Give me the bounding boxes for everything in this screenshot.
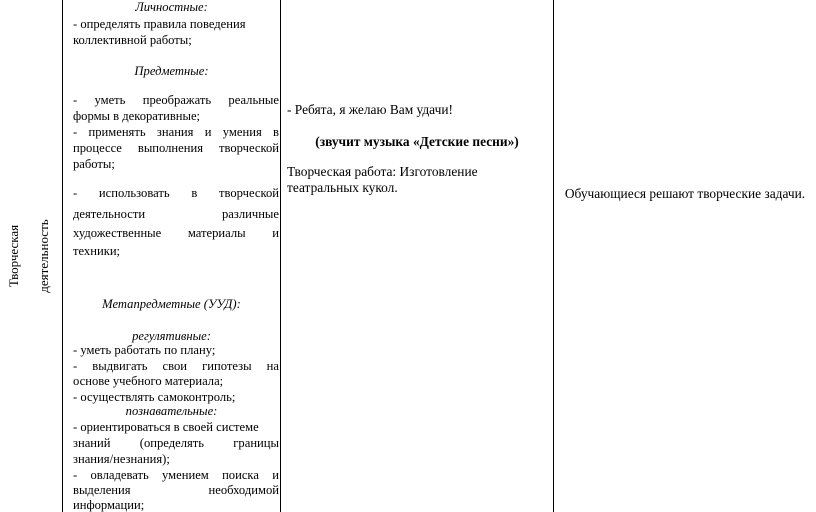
- stage-cell: [0, 0, 62, 512]
- stage-title-line-2: деятельность: [36, 219, 51, 293]
- goal-line: - использовать в творческой: [73, 186, 279, 200]
- stage-title-line-1: Творческая: [6, 224, 21, 288]
- goal-line: основе учебного материала;: [73, 374, 224, 388]
- goal-line: формы в декоративные;: [73, 109, 201, 123]
- music-note: (звучит музыка «Детские песни»): [315, 134, 519, 149]
- goal-line: - овладевать умением поиска и: [73, 468, 279, 482]
- goal-line: - применять знания и умения в: [73, 125, 279, 139]
- goal-line: - определять правила поведения: [73, 17, 246, 31]
- goals-cell: [63, 0, 280, 512]
- personal-heading: Личностные:: [135, 0, 208, 14]
- stage-title: [0, 0, 58, 512]
- teacher-wish: - Ребята, я желаю Вам удачи!: [287, 102, 453, 117]
- goal-line: выделения необходимой: [73, 483, 279, 497]
- task-line-2: театральных кукол.: [287, 180, 398, 195]
- students-activity: Обучающиеся решают творческие задачи.: [564, 186, 806, 201]
- goal-line: коллективной работы;: [73, 33, 192, 47]
- goal-line: - выдвигать свои гипотезы на: [73, 359, 279, 373]
- goal-line: - ориентироваться в своей системе: [73, 420, 259, 434]
- regulative-heading: регулятивные:: [132, 329, 211, 343]
- goal-line: знаний (определять границы: [73, 436, 279, 450]
- cognitive-heading: познавательные:: [125, 404, 218, 418]
- subject-heading: Предметные:: [134, 64, 209, 78]
- goal-line: деятельности различные: [73, 207, 279, 221]
- goal-line: работы;: [73, 157, 115, 171]
- goal-line: - осуществлять самоконтроль;: [73, 390, 236, 404]
- task-line-1: Творческая работа: Изготовление: [287, 164, 478, 179]
- goal-line: информации;: [73, 498, 145, 512]
- goal-line: - уметь преображать реальные: [73, 93, 279, 107]
- goal-line: техники;: [73, 244, 121, 258]
- goal-line: - уметь работать по плану;: [73, 343, 216, 357]
- goal-line: процессе выполнения творческой: [73, 141, 279, 155]
- goal-line: знания/незнания);: [73, 452, 170, 466]
- teacher-cell: [281, 0, 553, 512]
- goal-line: художественные материалы и: [73, 226, 279, 240]
- students-cell: [554, 0, 816, 512]
- meta-heading: Метапредметные (УУД):: [102, 297, 241, 311]
